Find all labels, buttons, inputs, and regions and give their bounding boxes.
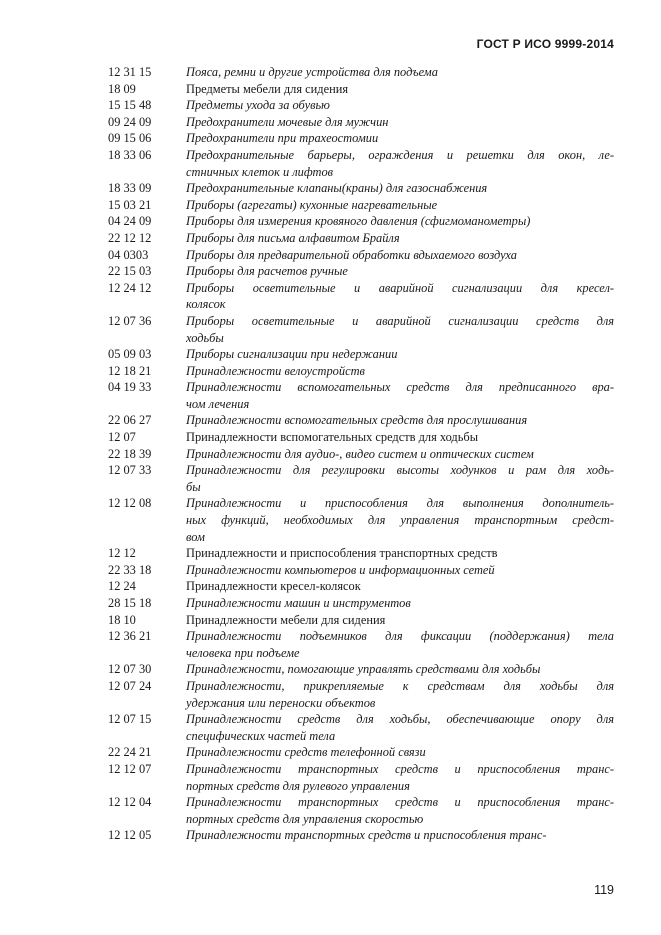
entry-description-line: Предохранительные клапаны(краны) для газоснабжения bbox=[186, 181, 488, 196]
index-entry bbox=[108, 661, 614, 678]
entry-code: 18 33 06 bbox=[108, 147, 152, 162]
entry-description-line: Принадлежности и приспособления для выполнения дополнитель- bbox=[186, 496, 614, 511]
entry-description-line: вом bbox=[186, 529, 205, 544]
entry-description-line: чом лечения bbox=[186, 396, 250, 411]
index-entry bbox=[108, 379, 614, 412]
entry-description bbox=[186, 346, 614, 363]
entry-description-line: ных функций, необходимых для управления транспортным средст- bbox=[186, 513, 614, 528]
entry-description-line: Приборы для письма алфавитом Брайля bbox=[186, 230, 400, 245]
entry-description bbox=[186, 744, 614, 761]
index-entry bbox=[108, 562, 614, 579]
index-entry bbox=[108, 230, 614, 247]
entry-description-line: Предметы мебели для сидения bbox=[186, 81, 349, 96]
entry-code: 04 0303 bbox=[108, 247, 149, 262]
entry-description bbox=[186, 562, 614, 579]
entry-code: 22 18 39 bbox=[108, 446, 152, 461]
index-entry bbox=[108, 313, 614, 346]
entry-code: 12 12 07 bbox=[108, 761, 152, 776]
entry-code: 18 33 09 bbox=[108, 181, 152, 196]
entry-description bbox=[186, 678, 614, 711]
entry-description-line: Принадлежности для регулировки высоты ходунков и рам для ходь- bbox=[186, 463, 614, 478]
document-header: ГОСТ Р ИСО 9999-2014 bbox=[476, 37, 614, 51]
index-entry bbox=[108, 446, 614, 463]
entry-description bbox=[186, 147, 614, 180]
index-entry bbox=[108, 711, 614, 744]
entry-code: 22 33 18 bbox=[108, 562, 152, 577]
index-entry bbox=[108, 578, 614, 595]
index-entry bbox=[108, 545, 614, 562]
index-entry bbox=[108, 346, 614, 363]
entry-description-line: Предохранительные барьеры, ограждения и решетки для окон, ле- bbox=[186, 147, 614, 162]
entry-code: 12 24 12 bbox=[108, 280, 152, 295]
entry-description-line: Приборы для измерения кровяного давления (сфигмоманометры) bbox=[186, 214, 531, 229]
entry-code: 12 07 24 bbox=[108, 678, 152, 693]
entry-description-line: Приборы осветительные и аварийной сигнализации для кресел- bbox=[186, 280, 614, 295]
entry-description-line: Принадлежности машин и инструментов bbox=[186, 596, 411, 610]
entry-description bbox=[186, 761, 614, 794]
entry-description-line: Принадлежности транспортных средств и приспособления транс- bbox=[186, 761, 614, 776]
entry-description bbox=[186, 180, 614, 197]
entry-description bbox=[186, 197, 614, 214]
index-entry bbox=[108, 64, 614, 81]
entry-description-line: Приборы (агрегаты) кухонные нагревательные bbox=[186, 197, 438, 212]
entry-description bbox=[186, 114, 614, 131]
entry-description-line: Принадлежности вспомогательных средств для прослушивания bbox=[186, 413, 528, 428]
index-entry bbox=[108, 628, 614, 661]
entry-description bbox=[186, 827, 614, 844]
entry-description bbox=[186, 313, 614, 346]
index-entry bbox=[108, 412, 614, 429]
index-entry bbox=[108, 213, 614, 230]
entry-code: 15 15 48 bbox=[108, 98, 152, 113]
entry-description-line: портных средств для управления скоростью bbox=[186, 811, 424, 826]
index-entry bbox=[108, 595, 614, 612]
index-entry bbox=[108, 612, 614, 629]
entry-description bbox=[186, 247, 614, 264]
index-entry bbox=[108, 263, 614, 280]
entry-code: 12 07 15 bbox=[108, 712, 152, 727]
entry-description bbox=[186, 462, 614, 495]
entry-description bbox=[186, 429, 614, 446]
entry-description bbox=[186, 612, 614, 629]
index-entry bbox=[108, 744, 614, 761]
entry-description-line: Принадлежности подъемников для фиксации (поддержания) тела bbox=[186, 629, 614, 644]
entry-description bbox=[186, 794, 614, 827]
entry-description-line: стничных клеток и лифтов bbox=[186, 164, 334, 179]
entry-description bbox=[186, 230, 614, 247]
index-entry-list bbox=[108, 64, 614, 844]
index-entry bbox=[108, 81, 614, 98]
entry-code: 04 19 33 bbox=[108, 380, 152, 395]
entry-code: 09 15 06 bbox=[108, 131, 152, 146]
entry-description-line: Предохранители при трахеостомии bbox=[186, 131, 379, 146]
entry-code: 12 07 bbox=[108, 430, 136, 445]
entry-description-line: Предохранители мочевые для мужчин bbox=[186, 114, 389, 129]
entry-description-line: Принадлежности средств телефонной связи bbox=[186, 745, 426, 760]
entry-description-line: колясок bbox=[186, 297, 226, 312]
entry-description-line: бы bbox=[186, 479, 201, 494]
entry-description-line: Приборы осветительные и аварийной сигнализации средств для bbox=[186, 313, 614, 328]
entry-description bbox=[186, 97, 614, 114]
entry-code: 12 12 08 bbox=[108, 496, 152, 511]
entry-description-line: Принадлежности средств для ходьбы, обеспечивающие опору для bbox=[186, 712, 614, 727]
entry-description-line: Приборы для предварительной обработки вдыхаемого воздуха bbox=[186, 247, 517, 262]
index-entry bbox=[108, 97, 614, 114]
entry-description-line: Принадлежности кресел-колясок bbox=[186, 579, 361, 594]
index-entry bbox=[108, 761, 614, 794]
index-entry bbox=[108, 827, 614, 844]
entry-description bbox=[186, 495, 614, 545]
index-entry bbox=[108, 114, 614, 131]
entry-code: 05 09 03 bbox=[108, 347, 152, 362]
entry-description bbox=[186, 263, 614, 280]
entry-description bbox=[186, 595, 614, 612]
entry-description bbox=[186, 130, 614, 147]
entry-description bbox=[186, 213, 614, 230]
entry-description-line: Приборы для расчетов ручные bbox=[186, 264, 348, 279]
index-entry bbox=[108, 147, 614, 180]
entry-description bbox=[186, 446, 614, 463]
entry-code: 28 15 18 bbox=[108, 596, 152, 610]
entry-description bbox=[186, 711, 614, 744]
entry-description bbox=[186, 363, 614, 380]
entry-description-line: Принадлежности транспортных средств и приспособления транс- bbox=[186, 795, 614, 810]
entry-code: 12 12 bbox=[108, 546, 136, 561]
index-entry bbox=[108, 495, 614, 545]
entry-code: 22 24 21 bbox=[108, 745, 152, 760]
entry-code: 18 10 bbox=[108, 612, 136, 627]
entry-description-line: ходьбы bbox=[186, 330, 224, 345]
entry-code: 12 07 30 bbox=[108, 662, 152, 677]
index-entry bbox=[108, 363, 614, 380]
entry-description bbox=[186, 545, 614, 562]
entry-code: 12 36 21 bbox=[108, 629, 152, 644]
index-entry bbox=[108, 429, 614, 446]
entry-description bbox=[186, 379, 614, 412]
entry-description-line: Приборы сигнализации при недержании bbox=[186, 347, 398, 362]
entry-description bbox=[186, 412, 614, 429]
entry-code: 12 24 bbox=[108, 579, 136, 594]
entry-description bbox=[186, 64, 614, 81]
index-entry bbox=[108, 197, 614, 214]
entry-description-line: Принадлежности вспомогательных средств для предписанного вра- bbox=[186, 380, 614, 395]
entry-code: 22 06 27 bbox=[108, 413, 152, 428]
entry-code: 12 18 21 bbox=[108, 363, 152, 378]
entry-description-line: Предметы ухода за обувью bbox=[186, 98, 330, 113]
index-entry bbox=[108, 678, 614, 711]
entry-code: 12 12 05 bbox=[108, 828, 152, 843]
entry-description-line: Принадлежности велоустройств bbox=[186, 363, 365, 378]
entry-description bbox=[186, 280, 614, 313]
entry-description-line: Принадлежности компьютеров и информационных сетей bbox=[186, 562, 495, 577]
entry-description-line: Принадлежности, помогающие управлять средствами для ходьбы bbox=[186, 662, 541, 677]
index-entry bbox=[108, 180, 614, 197]
entry-description-line: удержания или переноски объектов bbox=[186, 695, 376, 710]
index-entry bbox=[108, 794, 614, 827]
index-entry bbox=[108, 130, 614, 147]
entry-description-line: Принадлежности вспомогательных средств для ходьбы bbox=[186, 430, 479, 445]
index-entry bbox=[108, 280, 614, 313]
entry-code: 15 03 21 bbox=[108, 197, 152, 212]
entry-code: 12 07 36 bbox=[108, 313, 152, 328]
entry-description bbox=[186, 628, 614, 661]
entry-description bbox=[186, 661, 614, 678]
page-number: 119 bbox=[594, 883, 614, 897]
entry-description-line: Принадлежности транспортных средств и приспособления транс- bbox=[186, 828, 547, 843]
entry-description-line: Принадлежности и приспособления транспортных средств bbox=[186, 546, 498, 561]
entry-code: 09 24 09 bbox=[108, 114, 152, 129]
index-entry bbox=[108, 462, 614, 495]
entry-code: 12 12 04 bbox=[108, 795, 152, 810]
entry-description bbox=[186, 578, 614, 595]
entry-description-line: человека при подъеме bbox=[186, 645, 300, 660]
entry-description bbox=[186, 81, 614, 98]
entry-code: 04 24 09 bbox=[108, 214, 152, 229]
index-entry bbox=[108, 247, 614, 264]
entry-description-line: Пояса, ремни и другие устройства для подъема bbox=[186, 65, 438, 79]
entry-code: 22 15 03 bbox=[108, 264, 152, 279]
entry-description-line: портных средств для рулевого управления bbox=[186, 778, 410, 793]
entry-code: 12 07 33 bbox=[108, 463, 152, 478]
entry-description-line: Принадлежности, прикрепляемые к средствам для ходьбы для bbox=[186, 678, 614, 693]
entry-code: 22 12 12 bbox=[108, 230, 152, 245]
entry-description-line: Принадлежности мебели для сидения bbox=[186, 612, 386, 627]
entry-description-line: Принадлежности для аудио-, видео систем и оптических систем bbox=[186, 446, 534, 461]
entry-description-line: специфических частей тела bbox=[186, 728, 336, 743]
entry-code: 18 09 bbox=[108, 81, 136, 96]
entry-code: 12 31 15 bbox=[108, 65, 152, 79]
